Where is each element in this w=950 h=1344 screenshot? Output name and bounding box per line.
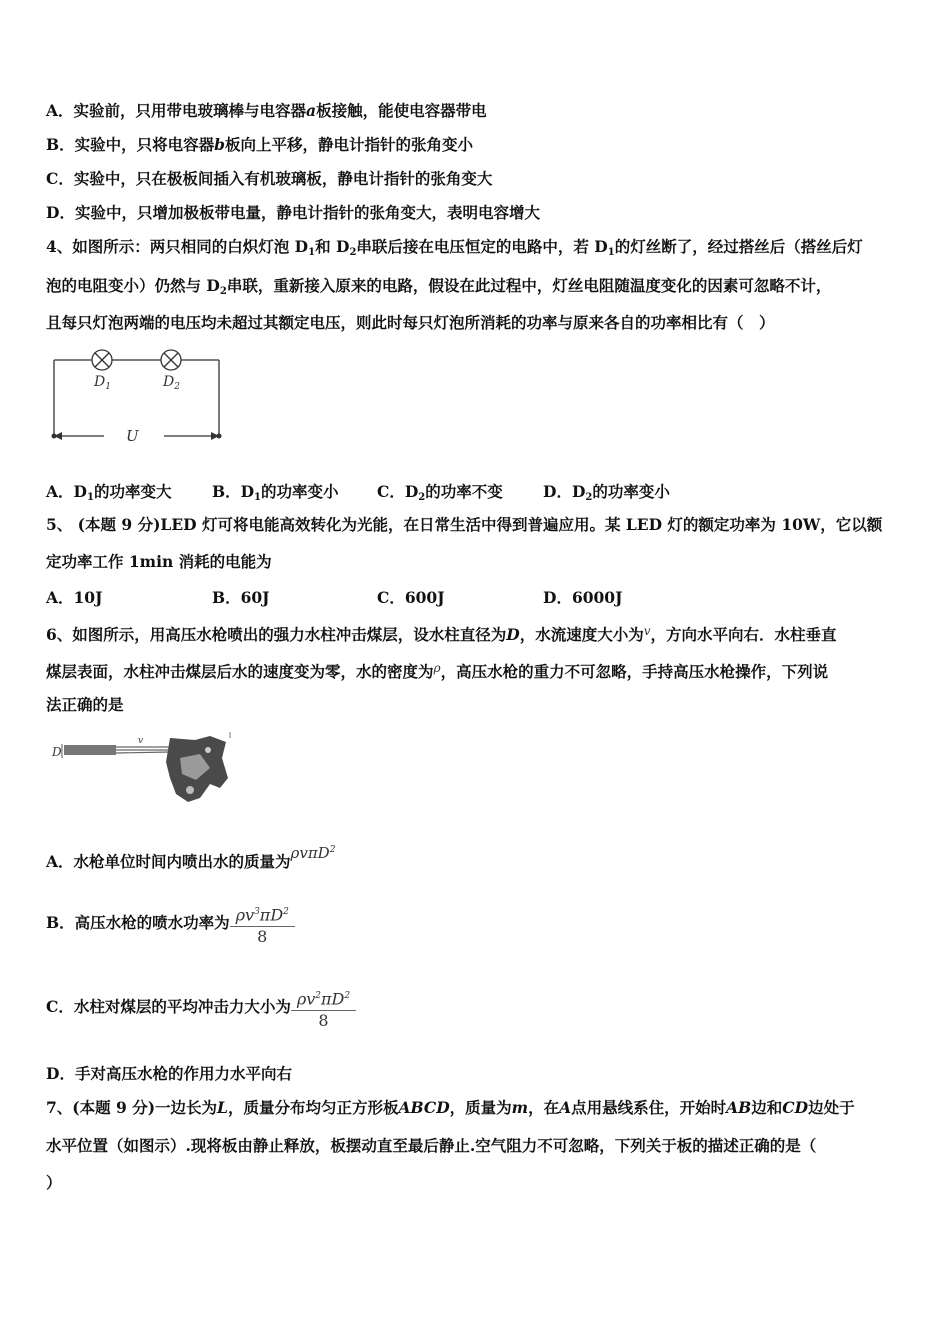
q6-var-d: D <box>506 625 520 644</box>
water-jet-stream <box>116 747 170 753</box>
frac-num <box>230 901 295 927</box>
fig-label-v: v <box>138 736 144 746</box>
q4-opt-sub: 1 <box>254 492 262 503</box>
q4-stem-line2 <box>46 275 831 303</box>
fig-label-d1: D <box>94 374 106 390</box>
q7-stem-line2: 水平位置（如图示）.现将板由静止释放，板摆动直至最后静止.空气阻力不可忽略，下列关于板的描述正确的是（ <box>46 1136 817 1155</box>
q7-var: ABCD <box>398 1098 450 1117</box>
q6-opt-text: A．水枪单位时间内喷出水的质量为 <box>46 852 291 871</box>
q7-var: L <box>217 1098 228 1117</box>
fig-label-u: U <box>126 427 139 445</box>
q5-stem-line1: 5、 (本题 9 分)LED 灯可将电能高效转化为光能，在日常生活中得到普遍应用。某 LED 灯的额定功率为 10W，它以额 <box>46 515 883 534</box>
q7-stem-line1 <box>46 1097 855 1119</box>
frac-num <box>291 985 356 1011</box>
q7-text: ，在 <box>528 1098 560 1117</box>
q4-option-a <box>46 480 171 503</box>
q4-opt-text: 的功率变小 <box>261 482 339 501</box>
q3-option-b-tail: 板向上平移，静电计指针的张角变小 <box>224 135 473 154</box>
frac-den: 8 <box>257 927 268 947</box>
math-exp: 3 <box>254 906 260 917</box>
q6-option-c <box>46 982 356 1032</box>
q3-option-a-tail: 板接触，能使电容器带电 <box>316 101 487 120</box>
q4-text-f: 串联，重新接入原来的电路，假设在此过程中，灯丝电阻随温度变化的因素可忽略不计， <box>226 276 832 295</box>
q7-var: m <box>511 1098 529 1117</box>
q6-water-jet-figure <box>50 728 240 810</box>
q3-option-b-text: B．实验中，只将电容器 <box>46 135 215 154</box>
q3-option-a <box>46 100 487 122</box>
q4-stem-line1 <box>46 236 863 264</box>
water-gun-nozzle <box>64 745 116 755</box>
q7-var: AB <box>726 1098 752 1117</box>
q3-option-b-var: b <box>214 135 225 154</box>
q7-var: CD <box>782 1098 809 1117</box>
terminal-dot <box>52 434 57 439</box>
q7-text: ，质量分布均匀正方形板 <box>227 1098 399 1117</box>
q4-option-c <box>377 480 503 503</box>
q6-stem-line2 <box>46 657 828 683</box>
q5-option-a: A．10J <box>46 588 103 607</box>
q4-text-b: 和 D <box>315 237 350 256</box>
q4-sub: 2 <box>219 286 227 297</box>
q6-stem-line3: 法正确的是 <box>46 695 124 714</box>
q4-opt-text: 的功率变大 <box>93 482 172 501</box>
q5-option-b: B．60J <box>212 588 270 607</box>
q3-option-a-var: a <box>306 101 317 120</box>
q4-opt-prefix: C．D <box>377 482 419 501</box>
q6-option-d: D．手对高压水枪的作用力水平向右 <box>46 1064 292 1083</box>
q6-text: ，高压水枪的重力不可忽略，手持高压水枪操作，下列说 <box>440 662 829 681</box>
q5-stem-line2: 定功率工作 1min 消耗的电能为 <box>46 552 272 571</box>
q3-option-a-text: A．实验前，只用带电玻璃棒与电容器 <box>46 101 307 120</box>
q7-text: 点用悬线系住，开始时 <box>571 1098 727 1117</box>
fig-label-d: D <box>52 745 62 759</box>
q7-text: 边处于 <box>808 1098 855 1117</box>
q4-text-e: 泡的电阻变小）仍然与 D <box>46 276 220 295</box>
q6-opt-text: C．水柱对煤层的平均冲击力大小为 <box>46 997 291 1016</box>
frac-den: 8 <box>318 1011 329 1031</box>
q4-text-c: 串联后接在电压恒定的电路中，若 D <box>356 237 608 256</box>
svg-text:D2 <box>162 374 180 392</box>
coal-texture <box>205 747 211 753</box>
q4-opt-text: 的功率变小 <box>592 482 670 501</box>
q3-option-c: C．实验中，只在极板间插入有机玻璃板，静电计指针的张角变大 <box>46 169 493 188</box>
fig-label-d2: D <box>163 374 175 390</box>
q3-option-b <box>46 134 473 156</box>
math-exp: 2 <box>344 990 351 1001</box>
q4-sub: 1 <box>308 247 316 258</box>
q6-var-v: v <box>643 624 651 638</box>
q4-opt-sub: 2 <box>418 492 426 503</box>
math-exp: 2 <box>329 845 336 855</box>
q6-text: 煤层表面，水柱冲击煤层后水的速度变为零，水的密度为 <box>46 662 434 681</box>
q7-text: 边和 <box>751 1098 783 1117</box>
q4-circuit-figure <box>44 344 234 452</box>
q3-option-d: D．实验中，只增加极板带电量，静电计指针的张角变大，表明电容增大 <box>46 203 540 222</box>
q6-var-rho: ρ <box>433 661 441 675</box>
q6-opt-text: B．高压水枪的喷水功率为 <box>46 913 230 932</box>
q6-text: 6、如图所示，用高压水枪喷出的强力水柱冲击煤层，设水柱直径为 <box>46 625 507 644</box>
q4-opt-prefix: D．D <box>543 482 586 501</box>
math-text: ρv <box>296 989 316 1009</box>
math-text: ρvπD <box>290 844 330 862</box>
q6-text: ，水流速度大小为 <box>519 625 644 644</box>
q5-option-d: D．6000J <box>543 588 623 607</box>
q4-opt-sub: 1 <box>86 492 94 503</box>
q5-option-c: C．600J <box>377 588 445 607</box>
q4-text-a: 4、如图所示：两只相同的白炽灯泡 D <box>46 237 309 256</box>
fig-label-sub: 2 <box>174 382 180 392</box>
terminal-dot <box>217 434 222 439</box>
q4-sub: 2 <box>349 247 357 258</box>
q6-opt-b-fraction <box>230 901 295 947</box>
q4-opt-sub: 2 <box>585 492 593 503</box>
q6-option-b <box>46 898 295 948</box>
q4-stem-line3: 且每只灯泡两端的电压均未超过其额定电压，则此时每只灯泡所消耗的功率与原来各自的功率相比有（ ） <box>46 313 775 332</box>
q7-text: 7、(本题 9 分)一边长为 <box>46 1098 218 1117</box>
q6-option-a <box>46 844 336 873</box>
fig-label-sub: 1 <box>105 382 111 392</box>
q4-option-d <box>543 480 670 503</box>
q4-opt-prefix: A．D <box>46 482 87 501</box>
q6-opt-a-math <box>291 844 336 862</box>
q6-text: ，方向水平向右．水柱垂直 <box>650 625 837 644</box>
coal-texture <box>186 786 194 794</box>
q7-stem-line3: ） <box>46 1173 62 1192</box>
q6-opt-c-fraction <box>291 985 356 1031</box>
math-exp: 2 <box>315 990 322 1001</box>
q4-text-d: 的灯丝断了，经过搭丝后（搭丝后灯 <box>614 237 863 256</box>
q7-var: A <box>559 1098 572 1117</box>
math-text: πD <box>321 989 345 1009</box>
q6-stem-line1 <box>46 620 837 646</box>
svg-text:D1 <box>93 374 111 392</box>
math-text: πD <box>259 905 284 925</box>
q4-opt-text: 的功率不变 <box>425 482 503 501</box>
math-text: ρv <box>235 905 255 925</box>
q7-text: ，质量为 <box>449 1098 512 1117</box>
q4-sub: 1 <box>607 247 615 258</box>
q4-option-b <box>212 480 339 503</box>
q4-opt-prefix: B．D <box>212 482 255 501</box>
math-exp: 2 <box>283 906 289 917</box>
